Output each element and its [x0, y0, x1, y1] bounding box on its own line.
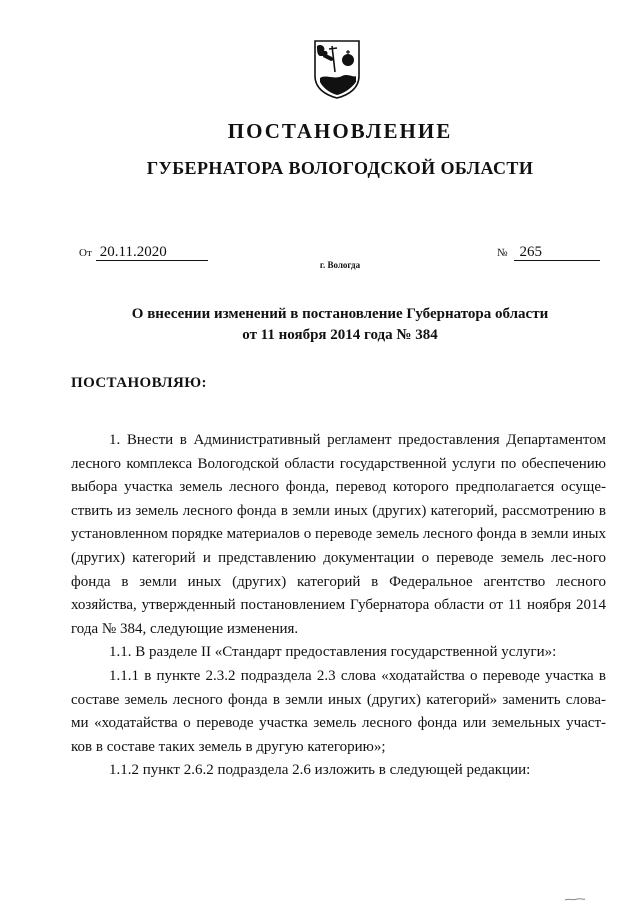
issuer-title: ГУБЕРНАТОРА ВОЛОГОДСКОЙ ОБЛАСТИ — [146, 158, 534, 178]
document-title: ПОСТАНОВЛЕНИЕ — [227, 119, 453, 143]
document-subject — [0, 304, 640, 346]
city-label: г. Вологда — [319, 260, 361, 270]
paragraph: 1.1.1 в пункте 2.3.2 подраздела 2.3 слова «ходатайства о переводе участка в составе земель лесного фонда в земли иных (других) категорий» заменить слова-ми «ходатайства о переводе участка земель лесного фонда или земельных участ-ков в составе таких земель в другую категорию»; — [71, 667, 606, 755]
subject-line-1: О внесении изменений в постановление Губернатора области — [131, 306, 549, 322]
paragraph: 1.1. В разделе II «Стандарт предоставления государственной услуги»: — [109, 644, 557, 661]
number-field — [497, 244, 600, 261]
paragraph: 1. Внести в Административный регламент предоставления Департаментом лесного комплекса Вологодской области государственной услуги по обеспечению выбора участка земель лесного фонда, перевод которого предполагается осуще-ствить из земель лесного фонда в земли иных (других) категорий, рассмотрению в установленном порядке материалов о переводе земель лесного фонда в земли иных (других) категорий и представлению документации о переводе земель лес-ного фонда в земли иных (других) категорий в Федеральное агентство лесного хозяйства, утвержденный постановлением Губернатора области от 11 ноября 2014 года № 384, следующие изменения. — [71, 432, 606, 637]
date-field — [79, 244, 208, 261]
document-body — [71, 429, 606, 783]
paragraph: 1.1.2 пункт 2.6.2 подраздела 2.6 изложить в следующей редакции: — [109, 762, 531, 779]
page-mark-icon — [564, 896, 586, 902]
subject-line-2: от 11 ноября 2014 года № 384 — [242, 327, 438, 343]
decree-heading: ПОСТАНОВЛЯЮ: — [71, 375, 207, 391]
coat-of-arms-icon — [312, 38, 362, 100]
date-value: 20.11.2020 — [96, 245, 208, 261]
date-prefix: От — [79, 247, 92, 259]
number-value: 265 — [514, 245, 600, 261]
number-prefix: № — [497, 247, 508, 259]
